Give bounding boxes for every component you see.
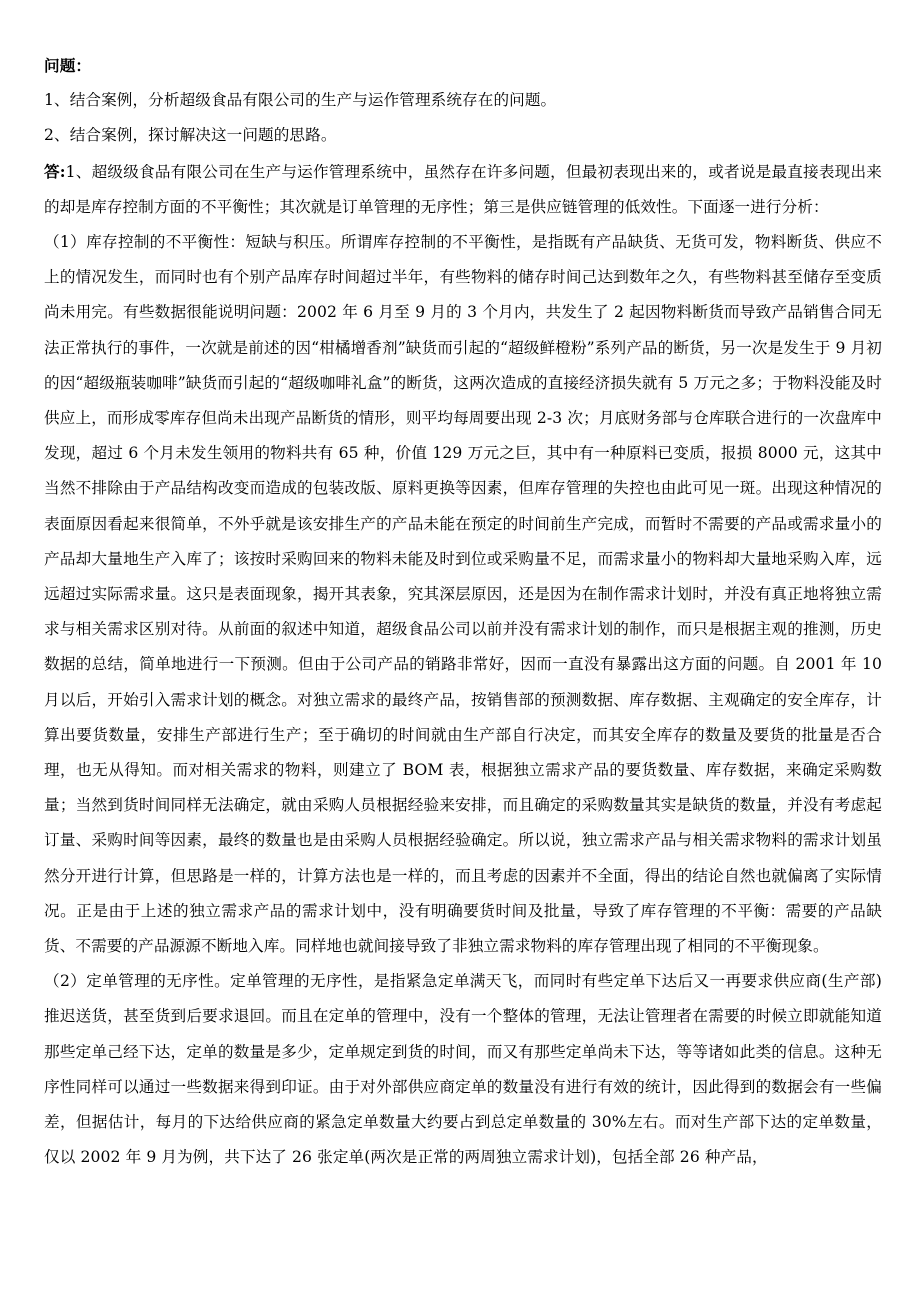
answer-label: 答: bbox=[44, 161, 66, 181]
answer-intro-paragraph bbox=[44, 154, 882, 225]
section-inventory-imbalance: （1）库存控制的不平衡性：短缺与积压。所谓库存控制的不平衡性，是指既有产品缺货、无货可发，物料断货、供应不上的情况发生，而同时也有个别产品库存时间超过半年，有些物料的储存时间己达到数年之久，有些物料甚至储存至变质尚未用完。有些数据很能说明问题：2002 年 6 月至 9 月的 3 个月内，共发生了 2 起因物料断货而导致产品销售合同无法正常执行的事件，一次就是前述的因“柑橘增香剂”缺货而引起的“超级鲜橙粉”系列产品的断货，另一次是发生于 9 月初的因“超级瓶装咖啡”缺货而引起的“超级咖啡礼盒”的断货，这两次造成的直接经济损失就有 5 万元之多；于物料没能及时供应上，而形成零库存但尚未出现产品断货的情形，则平均每周要出现 2-3 次；月底财务部与仓库联合进行的一次盘库中发现，超过 6 个月未发生领用的物料共有 65 种，价值 129 万元之巨，其中有一种原料已变质，报损 8000 元，这其中当然不排除由于产品结构改变而造成的包装改版、原料更换等因素，但库存管理的失控也由此可见一斑。出现这种情况的表面原因看起来很简单，不外乎就是该安排生产的产品未能在预定的时间前生产完成，而暂时不需要的产品或需求量小的产品却大量地生产入库了；该按时采购回来的物料未能及时到位或采购量不足，而需求量小的物料却大量地采购入库，远远超过实际需求量。这只是表面现象，揭开其表象，究其深层原因，还是因为在制作需求计划时，并没有真正地将独立需求与相关需求区别对待。从前面的叙述中知道，超级食品公司以前并没有需求计划的制作，而只是根据主观的推测，历史数据的总结，简单地进行一下预测。但由于公司产品的销路非常好，因而一直没有暴露出这方面的问题。自 2001 年 10 月以后，开始引入需求计划的概念。对独立需求的最终产品，按销售部的预测数据、库存数据、主观确定的安全库存，计算出要货数量，安排生产部进行生产；至于确切的时间就由生产部自行决定，而其安全库存的数量及要货的批量是否合理，也无从得知。而对相关需求的物料，则建立了 BOM 表，根据独立需求产品的要货数量、库存数据，来确定采购数量；当然到货时间同样无法确定，就由采购人员根据经验来安排，而且确定的采购数量其实是缺货的数量，并没有考虑起订量、采购时间等因素，最终的数量也是由采购人员根据经验确定。所以说，独立需求产品与相关需求物料的需求计划虽然分开进行计算，但思路是一样的，计算方法也是一样的，而且考虑的因素并不全面，得出的结论自然也就偏离了实际情况。正是由于上述的独立需求产品的需求计划中，没有明确要货时间及批量，导致了库存管理的不平衡：需要的产品缺货、不需要的产品源源不断地入库。同样地也就间接导致了非独立需求物料的库存管理出现了相同的不平衡现象。 bbox=[44, 233, 882, 956]
questions-heading: 问题： bbox=[44, 56, 92, 75]
answer-intro-text: 1、超级级食品有限公司在生产与运作管理系统中，虽然存在许多问题，但最初表现出来的，或者说是最直接表现出来的却是库存控制方面的不平衡性；其次就是订单管理的无序性；第三是供应链管理的低效性。下面逐一进行分析： bbox=[44, 162, 882, 216]
question-2: 2、结合案例，探讨解决这一问题的思路。 bbox=[44, 126, 337, 145]
section-order-disorder: （2）定单管理的无序性。定单管理的无序性，是指紧急定单满天飞，而同时有些定单下达后又一再要求供应商(生产部)推迟送货，甚至货到后要求退回。而且在定单的管理中，没有一个整体的管理，无法让管理者在需要的时候立即就能知道那些定单己经下达，定单的数量是多少，定单规定到货的时间，而又有那些定单尚未下达，等等诸如此类的信息。这种无序性同样可以通过一些数据来得到印证。由于对外部供应商定单的数量没有进行有效的统计，因此得到的数据会有一些偏差，但据估计，每月的下达给供应商的紧急定单数量大约要占到总定单数量的 30%左右。而对生产部下达的定单数量，仅以 2002 年 9 月为例，共下达了 26 张定单(两次是正常的两周独立需求计划)，包括全部 26 种产品， bbox=[44, 972, 882, 1167]
document-page bbox=[44, 48, 882, 1176]
question-1: 1、结合案例，分析超级食品有限公司的生产与运作管理系统存在的问题。 bbox=[44, 91, 557, 110]
